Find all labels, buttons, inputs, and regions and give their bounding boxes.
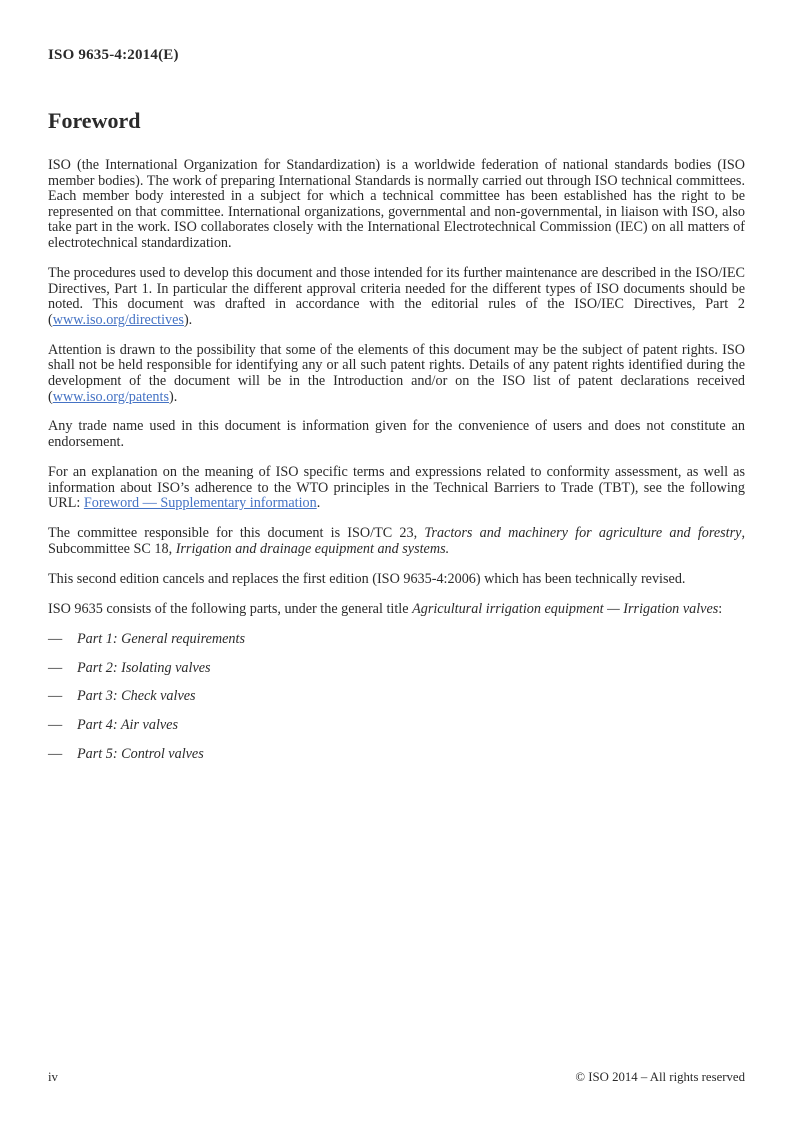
- paragraph-patent-rights: [48, 343, 745, 405]
- paragraph-trade-name: Any trade name used in this document is information given for the convenience of users and does not constitute an endorsement.: [48, 418, 745, 451]
- paragraph-text: , Subcommittee SC 18,: [48, 525, 745, 557]
- paragraph-text: Attention is drawn to the possibility that some of the elements of this document may be the subject of patent rights. ISO shall not be held responsible for identifying any or all such patent rights. Details of any patent rights identified during the development of the document will be in the Introduction and/or on the ISO list of patent declarations received (: [48, 341, 745, 405]
- paragraph-procedures: [48, 266, 745, 328]
- paragraph-edition: This second edition cancels and replaces the first edition (ISO 9635-4:2006) which has been technically revised.: [48, 570, 686, 587]
- paragraph-text: .: [316, 495, 321, 512]
- list-item-part1: [48, 632, 745, 648]
- list-item-part2: [48, 661, 745, 677]
- list-item-label: Part 3: Check valves: [77, 688, 196, 705]
- list-item-part3: [48, 689, 745, 705]
- link-foreword-supplementary-information[interactable]: Foreword — Supplementary information: [83, 495, 317, 512]
- foreword-body: [48, 158, 745, 763]
- paragraph-series-title: [48, 602, 745, 618]
- paragraph-text: For an explanation on the meaning of ISO specific terms and expressions related to conformity assessment, as well as information about ISO’s adherence to the WTO principles in the Technical Barriers to Trade (TBT), see the following URL:: [48, 464, 745, 512]
- subcommittee-name: Irrigation and drainage equipment and systems.: [175, 540, 450, 557]
- paragraph-text: ).: [168, 388, 178, 405]
- paragraph-committee: [48, 526, 745, 557]
- committee-name: Tractors and machinery for agriculture and forestry: [424, 525, 742, 542]
- paragraph-text: :: [718, 600, 723, 617]
- page-footer: [48, 1069, 745, 1085]
- list-item-label: Part 1: General requirements: [77, 630, 245, 647]
- list-dash: —: [48, 745, 63, 762]
- series-general-title: Agricultural irrigation equipment — Irrigation valves: [412, 600, 719, 617]
- paragraph-wto-tbt: [48, 465, 745, 512]
- list-dash: —: [48, 659, 63, 676]
- list-item-label: Part 5: Control valves: [77, 745, 204, 762]
- page-number: iv: [48, 1070, 58, 1084]
- link-iso-directives[interactable]: www.iso.org/directives: [52, 311, 184, 328]
- paragraph-text: ).: [183, 311, 193, 328]
- page-title: Foreword: [48, 108, 141, 133]
- paragraph-text: The procedures used to develop this document and those intended for its further maintenance are described in the ISO/IEC Directives, Part 1. In particular the different approval criteria needed for the different types of ISO documents should be noted. This document was drafted in accordance with the editorial rules of the ISO/IEC Directives, Part 2 (: [48, 264, 745, 328]
- link-iso-patents[interactable]: www.iso.org/patents: [52, 388, 169, 405]
- list-item-label: Part 4: Air valves: [77, 717, 179, 734]
- paragraph-iso-intro: ISO (the International Organization for Standardization) is a worldwide federation of national standards bodies (ISO member bodies). The work of preparing International Standards is normally carried out through ISO technical committees. Each member body interested in a subject for which a technical committee has been established has the right to be represented on that committee. International organizations, governmental and non-governmental, in liaison with ISO, also take part in the work. ISO collaborates closely with the International Electrotechnical Commission (IEC) on all matters of electrotechnical standardization.: [48, 157, 745, 251]
- doc-reference: ISO 9635-4:2014(E): [48, 47, 179, 63]
- list-dash: —: [48, 630, 63, 647]
- list-item-part4: [48, 718, 745, 734]
- list-item-part5: [48, 747, 745, 763]
- list-dash: —: [48, 688, 63, 705]
- list-item-label: Part 2: Isolating valves: [77, 659, 211, 676]
- paragraph-text: ISO 9635 consists of the following parts, under the general title: [48, 600, 413, 617]
- paragraph-text: The committee responsible for this document is ISO/TC 23,: [48, 525, 425, 542]
- list-dash: —: [48, 717, 63, 734]
- parts-list: [48, 632, 745, 763]
- copyright-notice: © ISO 2014 – All rights reserved: [575, 1070, 745, 1084]
